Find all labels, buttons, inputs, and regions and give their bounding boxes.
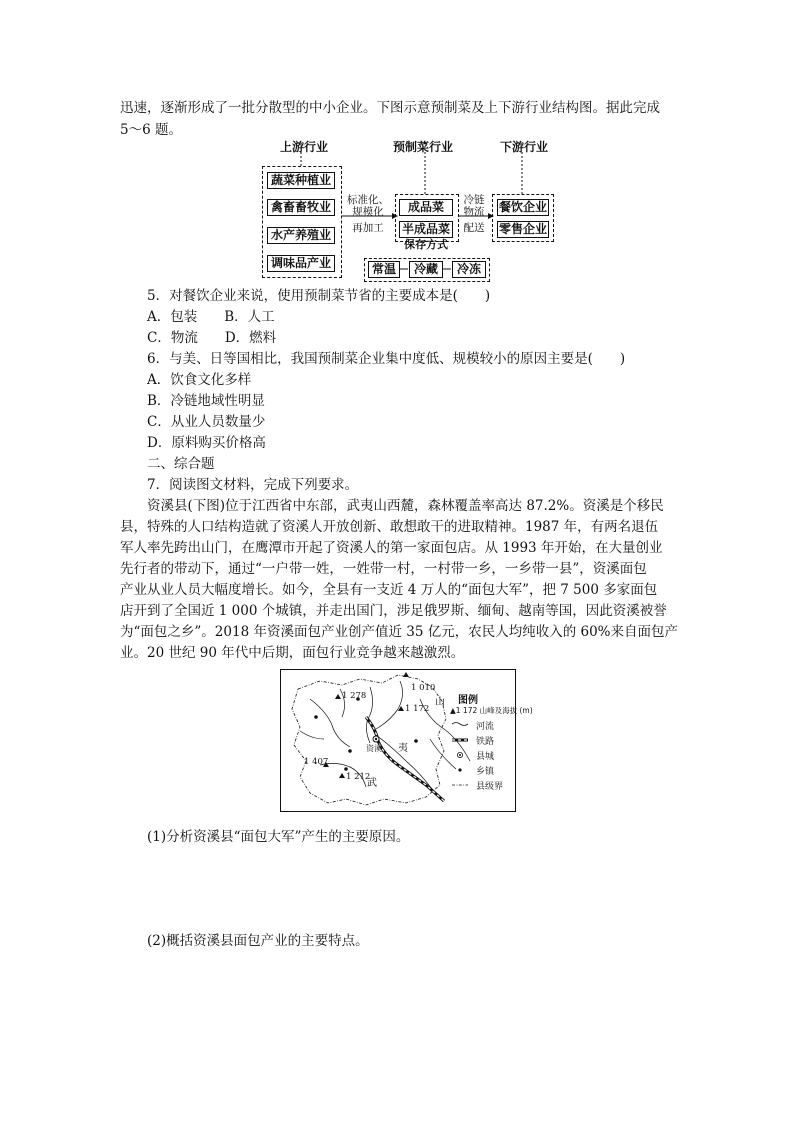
q6-option-c: C．从业人员数量少 bbox=[147, 414, 266, 430]
intro-line-2: 5～6 题。 bbox=[120, 122, 182, 138]
legend-item-river: 河流 bbox=[476, 722, 495, 732]
q7-subquestion-1: (1)分析资溪县“面包大军”产生的主要原因。 bbox=[147, 829, 410, 845]
coldchain-label-1: 冷链 bbox=[463, 194, 485, 206]
storage-title: 保存方式 bbox=[404, 238, 448, 251]
mid-item-finished: 成品菜 bbox=[399, 199, 453, 216]
q7-line-7: 为“面包之乡”。2018 年资溪面包产业创产值近 35 亿元，农民人均纯收入的 60%来自面包产 bbox=[120, 624, 679, 640]
downstream-title: 下游行业 bbox=[500, 140, 549, 154]
q7-line-6: 店开到了全国近 1 000 个城镇，并走出国门，涉足俄罗斯、缅甸、越南等国，因此资溪被誉 bbox=[120, 603, 667, 619]
zixi-county-map bbox=[280, 669, 533, 812]
mid-item-semi-finished: 半成品菜 bbox=[399, 221, 453, 238]
q7-stem: 7．阅读图文材料，完成下列要求。 bbox=[147, 477, 359, 493]
storage-item-room-temp: 常温 bbox=[368, 261, 400, 278]
county-seat-label: 资溪 bbox=[366, 744, 382, 753]
q7-line-2: 县，特殊的人口结构造就了资溪人开放创新、敢想敢干的进取精神。1987 年，有两名退伍 bbox=[120, 519, 659, 535]
q7-line-5: 产业从业人员大幅度增长。如今，全县有一支近 4 万人的“面包大军”，把 7 500 多家面包 bbox=[120, 582, 658, 598]
q7-line-8: 业。20 世纪 90 年代中后期，面包行业竞争越来越激烈。 bbox=[120, 645, 465, 661]
peak-label-1212: 1 212 bbox=[346, 772, 371, 782]
upstream-item-livestock: 禽畜畜牧业 bbox=[267, 199, 335, 216]
upstream-item-aquaculture: 水产养殖业 bbox=[267, 227, 335, 244]
q6-stem: 6．与美、日等国相比，我国预制菜企业集中度低、规模较小的原因主要是( ) bbox=[147, 351, 626, 367]
peak-label-1010: 1 010 bbox=[411, 683, 436, 693]
coldchain-label-2: 物流 bbox=[463, 206, 485, 218]
downstream-item-retail: 零售企业 bbox=[498, 222, 547, 236]
upstream-title: 上游行业 bbox=[280, 140, 329, 154]
storage-item-refrigerated: 冷藏 bbox=[409, 261, 443, 278]
legend-item-county-boundary: 县级界 bbox=[476, 782, 504, 792]
section-heading: 二、综合题 bbox=[147, 456, 215, 472]
legend-item-railway: 铁路 bbox=[476, 737, 495, 747]
peak-label-1172: 1 172 bbox=[405, 704, 430, 714]
place-char-shan: 山 bbox=[435, 697, 445, 708]
legend-title: 图例 bbox=[458, 695, 478, 706]
downstream-item-catering: 餐饮企业 bbox=[498, 200, 547, 214]
peak-label-1407: 1 407 bbox=[304, 757, 329, 767]
legend-item-peak: ▲1 172 山峰及海拔 (m) bbox=[450, 706, 533, 715]
upstream-item-seasoning: 调味品产业 bbox=[267, 255, 335, 272]
midstream-title: 预制菜行业 bbox=[393, 140, 454, 154]
q6-option-a: A．饮食文化多样 bbox=[147, 372, 252, 388]
q7-line-1: 资溪县(下图)位于江西省中东部，武夷山西麓，森林覆盖率高达 87.2%。资溪是个移民 bbox=[147, 498, 664, 514]
q5-options-cd: C．物流 D．燃料 bbox=[147, 330, 277, 346]
q5-stem: 5．对餐饮企业来说，使用预制菜节省的主要成本是( ) bbox=[147, 288, 491, 304]
process-label-3: 再加工 bbox=[352, 222, 384, 234]
q6-option-b: B．冷链地域性明显 bbox=[147, 393, 265, 409]
storage-item-frozen: 冷冻 bbox=[452, 261, 486, 278]
coldchain-label-3: 配送 bbox=[463, 222, 485, 234]
place-char-wu: 武 bbox=[367, 778, 377, 789]
q5-options-ab: A．包装 B．人工 bbox=[147, 309, 275, 325]
place-char-yi: 夷 bbox=[398, 743, 408, 754]
prefab-industry-flowchart bbox=[258, 138, 558, 286]
process-label-1: 标准化、 bbox=[347, 194, 389, 206]
upstream-item-vegetables: 蔬菜种植业 bbox=[267, 172, 335, 189]
legend-item-county-seat: 县城 bbox=[476, 752, 495, 762]
peak-label-1278: 1 278 bbox=[342, 691, 367, 701]
q7-line-4: 先行者的带动下，通过“一户带一姓，一姓带一村，一村带一乡，一乡带一县”，资溪面包 bbox=[120, 561, 647, 577]
intro-line-1: 迅速，逐渐形成了一批分散型的中小企业。下图示意预制菜及上下游行业结构图。据此完成 bbox=[120, 100, 660, 116]
legend-item-town: 乡镇 bbox=[476, 767, 495, 777]
q7-subquestion-2: (2)概括资溪县面包产业的主要特点。 bbox=[147, 933, 369, 949]
process-label-2: 规模化 bbox=[352, 206, 384, 218]
q7-line-3: 军人率先跨出山门，在鹰潭市开起了资溪人的第一家面包店。从 1993 年开始，在大量创业 bbox=[120, 540, 663, 556]
q6-option-d: D．原料购买价格高 bbox=[147, 435, 266, 451]
